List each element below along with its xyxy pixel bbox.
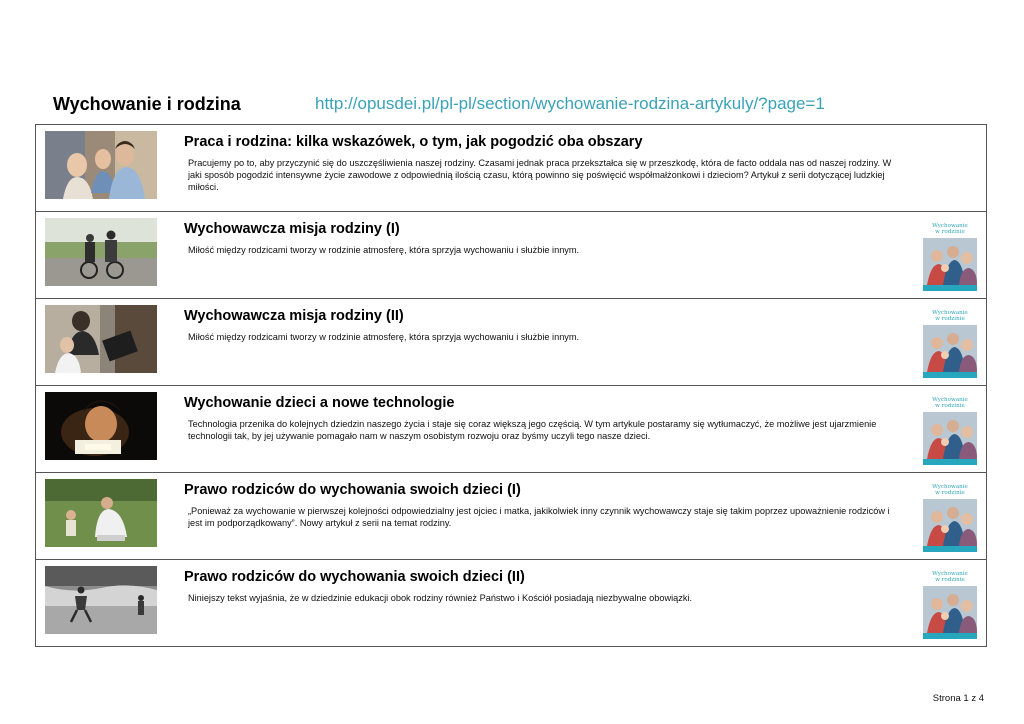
article-description: Niniejszy tekst wyjaśnia, że w dziedzinie edukacji obok rodziny również Państwo i Kościół posiadają niezbywalne obowiązki. [188, 593, 693, 603]
book-cover-icon [923, 571, 977, 639]
article-description: Miłość między rodzicami tworzy w rodzinie atmosferę, która sprzyja wychowaniu i służbie innym. [188, 332, 580, 342]
book-cover-icon [923, 484, 977, 552]
cover-title-line1: Wychowanie [932, 571, 968, 577]
child-tablet-photo-thumbnail[interactable] [45, 392, 157, 460]
article-item [36, 386, 986, 473]
cover-title-line1: Wychowanie [932, 310, 968, 316]
father-child-photo-thumbnail[interactable] [45, 305, 157, 373]
cover-title-line1: Wychowanie [932, 484, 968, 490]
page-url-link[interactable]: http://opusdei.pl/pl-pl/section/wychowanie-rodzina-artykuly/?page=1 [315, 94, 825, 113]
article-description: Miłość między rodzicami tworzy w rodzinie atmosferę, która sprzyja wychowaniu i służbie innym. [188, 245, 580, 255]
cyclists-photo-thumbnail[interactable] [45, 218, 157, 286]
article-list [35, 124, 987, 647]
cover-title-line2: w rodzinie [935, 228, 965, 235]
article-title[interactable]: Wychowanie dzieci a nowe technologie [184, 395, 455, 411]
article-title[interactable]: Wychowawcza misja rodziny (II) [184, 308, 404, 324]
article-title[interactable]: Prawo rodziców do wychowania swoich dzieci (II) [184, 569, 525, 585]
book-cover-icon [923, 397, 977, 465]
book-cover-icon [923, 310, 977, 378]
article-description: „Ponieważ za wychowanie w pierwszej kolejności odpowiedzialny jest ojciec i matka, jakikolwiek inny czynnik wychowawczy staje się takim poprzez upoważnienie rodziców i jest im podporządkowany”. Nowy artykuł z serii na temat rodziny. [188, 506, 890, 528]
cover-title-line2: w rodzinie [935, 489, 965, 496]
book-cover-icon [923, 223, 977, 291]
article-item [36, 125, 986, 212]
article-description: Technologia przenika do kolejnych dziedzin naszego życia i staje się coraz większą jego częścią. W tym artykule postaramy się wytłumaczyć, że możliwe jest ujarzmienie technologii tak, by jej używanie pomagało nam w naszym osobistym rozwoju oraz byśmy uczyli tego nasze dzieci. [188, 419, 877, 441]
article-title[interactable]: Praca i rodzina: kilka wskazówek, o tym, jak pogodzić oba obszary [184, 134, 643, 150]
cover-title-line1: Wychowanie [932, 397, 968, 403]
cover-title-line2: w rodzinie [935, 402, 965, 409]
cover-title-line1: Wychowanie [932, 223, 968, 229]
article-item [36, 560, 986, 646]
beach-children-photo-thumbnail[interactable] [45, 566, 157, 634]
article-item [36, 473, 986, 560]
page-number: Strona 1 z 4 [932, 693, 984, 704]
article-description: Pracujemy po to, aby przyczynić się do uszczęśliwienia naszej rodziny. Czasami jednak praca przekształca się w przeszkodę, która de facto oddala nas od naszej rodziny. W jaki sposób pogodzić intensywne życie zawodowe z odpowiednią ilością czasu, którą powinno się poświęcić współmałżonkowi i dzieciom? Artykuł z serii dotyczącej ludzkiej miłości. [188, 158, 892, 192]
article-item [36, 212, 986, 299]
page-title: Wychowanie i rodzina [53, 94, 241, 114]
family-photo-thumbnail[interactable] [45, 131, 157, 199]
article-title[interactable]: Prawo rodziców do wychowania swoich dzieci (I) [184, 482, 521, 498]
cover-title-line2: w rodzinie [935, 315, 965, 322]
cover-title-line2: w rodzinie [935, 576, 965, 583]
parent-child-grass-photo-thumbnail[interactable] [45, 479, 157, 547]
article-title[interactable]: Wychowawcza misja rodziny (I) [184, 221, 400, 237]
article-item [36, 299, 986, 386]
